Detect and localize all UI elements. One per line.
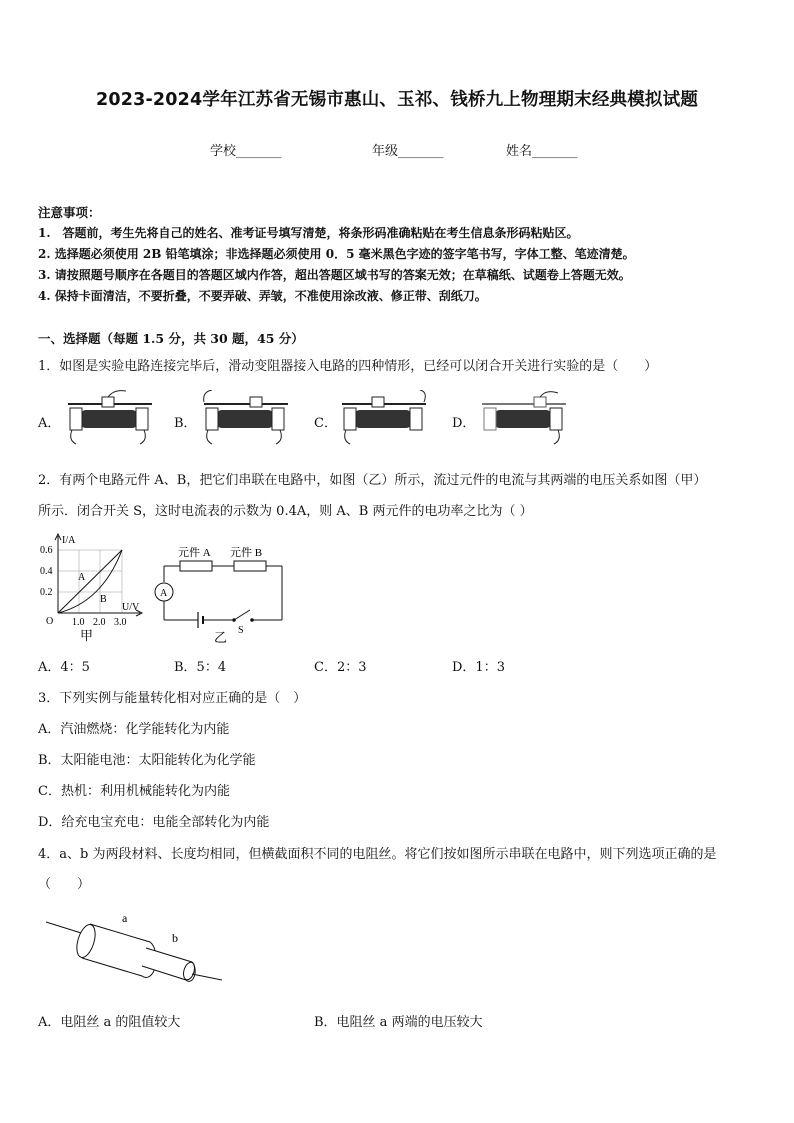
series-circuit	[146, 542, 288, 646]
curve-a-label: A	[78, 572, 86, 583]
q3-option-c: C．热机：利用机械能转化为内能	[38, 784, 230, 799]
ammeter-label: A	[160, 588, 168, 599]
graph-ytick: 0.2	[40, 587, 53, 598]
rheostat-figure-b	[198, 390, 298, 448]
section-heading: 一、选择题（每题 1.5 分，共 30 题，45 分）	[38, 331, 304, 346]
element-b-resistor	[234, 561, 266, 571]
note-item: 4. 保持卡面清洁，不要折叠，不要弄破、弄皱，不准使用涂改液、修正带、刮纸刀。	[38, 289, 487, 303]
iv-graph	[36, 530, 146, 646]
question-2-stem-line1: 2．有两个电路元件 A、B，把它们串联在电路中，如图（乙）所示，流过元件的电流与其两端的电压关系如图（甲）	[38, 473, 707, 488]
q1-option-d: D．	[452, 416, 476, 431]
question-4-stem-line1: 4．a、b 为两段材料、长度均相同，但横截面积不同的电阻丝。将它们按如图所示串联在电路中，则下列选项正确的是	[38, 847, 717, 862]
graph-caption: 甲	[80, 628, 94, 643]
question-2-stem-line2: 所示．闭合开关 S，这时电流表的示数为 0.4A，则 A、B 两元件的电功率之比为（ ）	[38, 504, 533, 519]
resistance-wires-figure	[42, 904, 232, 986]
note-item: 3. 请按照题号顺序在各题目的答题区域内作答，超出答题区域书写的答案无效；在草稿纸、试题卷上答题无效。	[38, 268, 631, 282]
element-a-resistor	[180, 561, 212, 571]
note-item: 2. 选择题必须使用 2B 铅笔填涂；非选择题必须使用 0．5 毫米黑色字迹的签字笔书写，字体工整、笔迹清楚。	[38, 247, 635, 261]
wire-a-label: a	[122, 911, 128, 925]
question-4-stem-line2: （ ）	[38, 877, 91, 892]
graph-origin: O	[46, 616, 54, 627]
graph-xtick: 2.0	[93, 617, 106, 628]
q1-option-a: A．	[38, 416, 61, 431]
q2-option-c: C．2：3	[314, 660, 367, 675]
q4-option-a: A．电阻丝 a 的阻值较大	[38, 1015, 181, 1030]
graph-xtick: 1.0	[72, 617, 85, 628]
element-b-label: 元件 B	[230, 547, 263, 559]
q2-option-b: B．5：4	[174, 660, 227, 675]
graph-ytick: 0.6	[40, 545, 53, 556]
q1-option-c: C．	[314, 416, 337, 431]
q3-option-b: B．太阳能电池：太阳能转化为化学能	[38, 753, 256, 768]
question-3-stem: 3．下列实例与能量转化相对应正确的是（ ）	[38, 691, 307, 706]
rheostat-figure-a	[62, 390, 162, 448]
wire-b-label: b	[172, 931, 178, 945]
graph-xlabel: U/V	[122, 602, 140, 613]
switch-label: S	[238, 625, 244, 636]
rheostat-figure-c	[336, 390, 436, 448]
school-field: 学校_______	[210, 144, 282, 159]
q3-option-a: A．汽油燃烧：化学能转化为内能	[38, 722, 230, 737]
curve-a	[58, 550, 122, 613]
graph-ytick: 0.4	[40, 566, 53, 577]
graph-xtick: 3.0	[114, 617, 127, 628]
element-a-label: 元件 A	[178, 547, 211, 559]
q4-option-b: B．电阻丝 a 两端的电压较大	[314, 1015, 483, 1030]
notes-heading: 注意事项：	[38, 205, 101, 220]
q1-option-b: B．	[174, 416, 197, 431]
note-item: 1. 答题前，考生先将自己的姓名、准考证号填写清楚，将条形码准确粘贴在考生信息条形码粘贴区。	[38, 226, 579, 240]
question-1-stem: 1．如图是实验电路连接完毕后，滑动变阻器接入电路的四种情形，已经可以闭合开关进行实验的是（ ）	[38, 359, 658, 374]
graph-ylabel: I/A	[62, 535, 76, 546]
circuit-caption: 乙	[214, 630, 228, 645]
q3-option-d: D．给充电宝充电：电能全部转化为内能	[38, 815, 270, 830]
rheostat-figure-d	[476, 390, 576, 448]
switch	[234, 610, 250, 620]
page-title: 2023-2024学年江苏省无锡市惠山、玉祁、钱桥九上物理期末经典模拟试题	[95, 90, 699, 110]
q2-option-a: A．4：5	[38, 660, 90, 675]
name-field: 姓名_______	[506, 144, 578, 159]
grade-field: 年级_______	[372, 144, 444, 159]
q2-option-d: D．1：3	[452, 660, 505, 675]
curve-b-label: B	[100, 594, 107, 605]
